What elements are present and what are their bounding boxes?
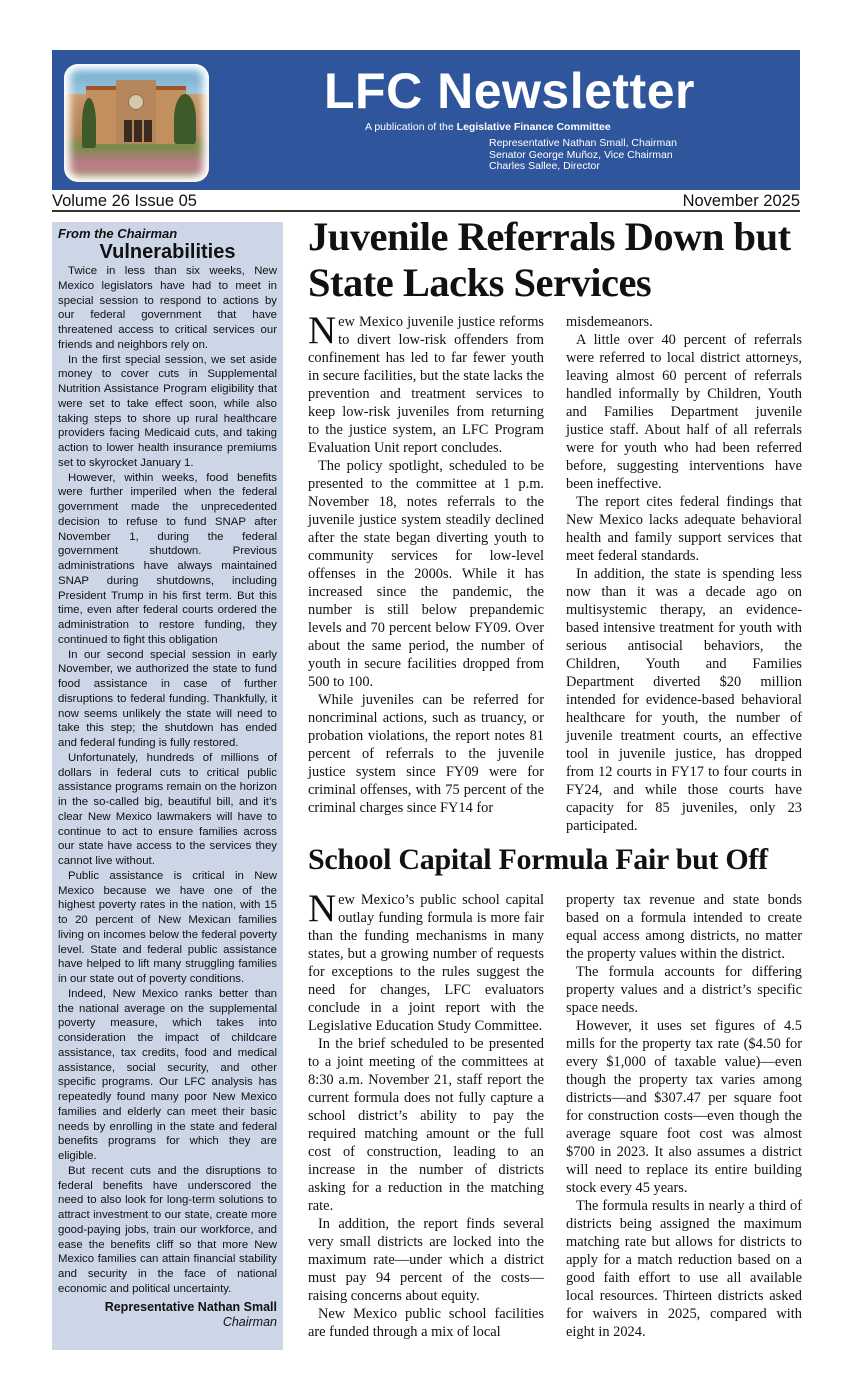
issue-line xyxy=(52,192,800,212)
article-paragraph: New Mexico public school facilities are funded through a mix of local xyxy=(308,1306,544,1340)
article-paragraph: However, it uses set figures of 4.5 mills for the property tax rate ($4.50 for every $1,000 of taxable value)—even though the property tax varies among districts—and $307.47 per square foot for construction costs—even though the average square foot cost was almost $700 in 2023. It also assumes a district will need to replace its entire building stock every 45 years. xyxy=(566,1018,802,1196)
article-paragraph: The report cites federal findings that New Mexico lacks adequate behavioral health and family support services that meet federal standards. xyxy=(566,494,802,564)
chairman-sidebar xyxy=(52,222,283,1350)
article-paragraph: New Mexico’s public school capital outlay funding formula is more fair than the funding mechanisms in many states, but a growing number of requests for exceptions to the rules suggest the need for changes, LFC evaluators conclude in a joint report with the Legislative Education Study Committee. xyxy=(308,887,544,1034)
article-paragraph: The formula results in nearly a third of districts being assigned the maximum matching rate but allows for districts to apply for a match reduction based on a good faith effort to use all available local resources. Thirteen districts asked for waivers in 2025, compared with eight in 2024. xyxy=(566,1198,802,1340)
article-paragraph: In the brief scheduled to be presented to a joint meeting of the committees at 8:30 a.m. November 21, staff report the current formula does not fully capture a school district’s ability to pay the required matching amount or the full cost of construction, leading to an increase in the number of districts asking for a reduction in the matching rate. xyxy=(308,1036,544,1214)
volume-issue: Volume 26 Issue 05 xyxy=(52,192,197,210)
sidebar-signature: Representative Nathan Small xyxy=(104,1299,277,1314)
article-paragraph: misdemeanors. xyxy=(566,314,653,330)
sidebar-paragraph: Unfortunately, hundreds of millions of dollars in federal cuts to critical public assistance programs remain on the horizon in the so-called big, beautiful bill, and it’s clear New Mexico lawmakers will have to continue to act to ensure families across our state have access to the services they cannot live without. xyxy=(58,751,277,867)
sidebar-paragraph: Indeed, New Mexico ranks better than the national average on the supplemental poverty measure, which takes into consideration the impact of childcare assistance, tax credits, food and medical assistance, social security, and other specific programs. Our LFC analysis has repeatedly found many poor New Mexico families and elderly can meet their basic needs by enrolling in the state and federal benefits programs for which they are eligible. xyxy=(58,987,277,1162)
officer: Representative Nathan Small, Chairman xyxy=(489,137,677,149)
drop-cap: N xyxy=(308,309,337,352)
sidebar-paragraph: However, within weeks, food benefits were further imperiled when the federal government made the unprecedented decision to refuse to fund SNAP after November 1, during the federal government shutdown. Previous administrations have always maintained SNAP during shutdowns, including President Trump in his first term. But this time, even after federal courts ordered the administration to restore funding, they continued to fight this obligation xyxy=(58,471,277,646)
article1-column-2 xyxy=(566,313,802,835)
article2-headline: School Capital Formula Fair but Off xyxy=(308,843,768,876)
article-paragraph: New Mexico juvenile justice reforms to divert low-risk offenders from confinement has led to far fewer youth in secure facilities, but the state lacks the prevention and treatment services to keep low-risk juveniles from returning to the justice system, an LFC Program Evaluation Unit report concludes. xyxy=(308,309,544,456)
newsletter-title: LFC Newsletter xyxy=(324,63,695,119)
drop-cap: N xyxy=(308,887,337,930)
article-paragraph: In addition, the state is spending less now than it was a decade ago on multisystemic therapy, an evidence-based intensive treatment for youth with serious antisocial behaviors, the Children, Youth and Families Department diverted $20 million intended for evidence-based behavioral healthcare for youth, the number of juvenile treatment courts, an effective tool in juvenile justice, has dropped from 12 courts in FY17 to four courts in FY24, and while those courts have capacity for 85 juveniles, only 23 participated. xyxy=(566,566,802,834)
officers-list xyxy=(489,138,677,173)
article-paragraph: A little over 40 percent of referrals were referred to local district attorneys, leaving almost 60 percent of referrals handled informally by Children, Youth and Families Department juvenile justice staff. About half of all referrals were for youth who had been referred before, suggesting interventions have been ineffective. xyxy=(566,332,802,492)
capitol-building-image xyxy=(64,64,209,182)
sidebar-paragraph: But recent cuts and the disruptions to federal benefits have underscored the need to also look for long-term solutions to attract investment to our state, create more good-paying jobs, train our workforce, and ease the benefits cliff so that more New Mexico families can attain financial stability and security in the face of national economic and political uncertainty. xyxy=(58,1164,277,1295)
article2-column-1 xyxy=(308,887,544,1341)
issue-date: November 2025 xyxy=(682,192,800,210)
article2-column-2 xyxy=(566,891,802,1341)
sidebar-paragraph: Public assistance is critical in New Mexico because we have one of the highest poverty rates in the nation, with 15 to 20 percent of New Mexican families living on incomes below the federal poverty level. State and federal public assistance have helped to lift many struggling families in our state out of poverty conditions. xyxy=(58,869,277,985)
publication-line: A publication of the Legislative Finance Committee xyxy=(365,121,611,133)
article1-headline: Juvenile Referrals Down but State Lacks Services xyxy=(308,214,791,305)
article1-column-1 xyxy=(308,309,544,817)
article-paragraph: The policy spotlight, scheduled to be presented to the committee at 1 p.m. November 18, notes referrals to the juvenile justice system steadily declined after the state began diverting youth to community services for low-level offenses in the 2000s. While it has increased since the pandemic, the number is still below prepandemic levels and 70 percent below FY09. Over about the same period, the number of youth in secure facilities dropped from 500 to 100. xyxy=(308,458,544,690)
article-paragraph: property tax revenue and state bonds based on a formula intended to create equal access among districts, no matter the property values within the district. xyxy=(566,892,802,962)
sidebar-paragraph: In the first special session, we set aside money to cover cuts in Supplemental Nutrition Assistance Program eligibility that were set to take effect soon, while also taking steps to shore up rural healthcare providers facing Medicaid cuts, and taking action to lower health insurance premiums set to skyrocket January 1. xyxy=(58,353,277,469)
officer: Senator George Muñoz, Vice Chairman xyxy=(489,148,673,161)
sidebar-paragraph: In our second special session in early November, we authorized the state to fund food assistance in case of further disruptions to federal funding. Thankfully, it now seems unlikely the state will need to take this step; the shutdown has ended and federal funding is fully restored. xyxy=(58,648,277,749)
sidebar-paragraph: Twice in less than six weeks, New Mexico legislators have had to meet in special session to respond to actions by our federal government that have threatened access to critical services our friends and neighbors rely on. xyxy=(58,265,277,351)
sidebar-kicker: From the Chairman xyxy=(58,226,178,241)
sidebar-title: Vulnerabilities xyxy=(99,241,236,263)
officer: Charles Sallee, Director xyxy=(489,160,600,172)
article-paragraph: The formula accounts for differing property values and a district’s specific space needs. xyxy=(566,964,802,1016)
article-paragraph: In addition, the report finds several very small districts are locked into the maximum rate—under which a district must pay 94 percent of the costs—raising concerns about equity. xyxy=(308,1216,544,1304)
sidebar-signature-role: Chairman xyxy=(222,1314,277,1329)
article-paragraph: While juveniles can be referred for noncriminal actions, such as truancy, or probation violations, the report notes 81 percent of referrals to the juvenile justice system since FY09 were for criminal offenses, with 75 percent of the criminal charges since FY14 for xyxy=(308,692,544,816)
masthead xyxy=(52,50,800,190)
